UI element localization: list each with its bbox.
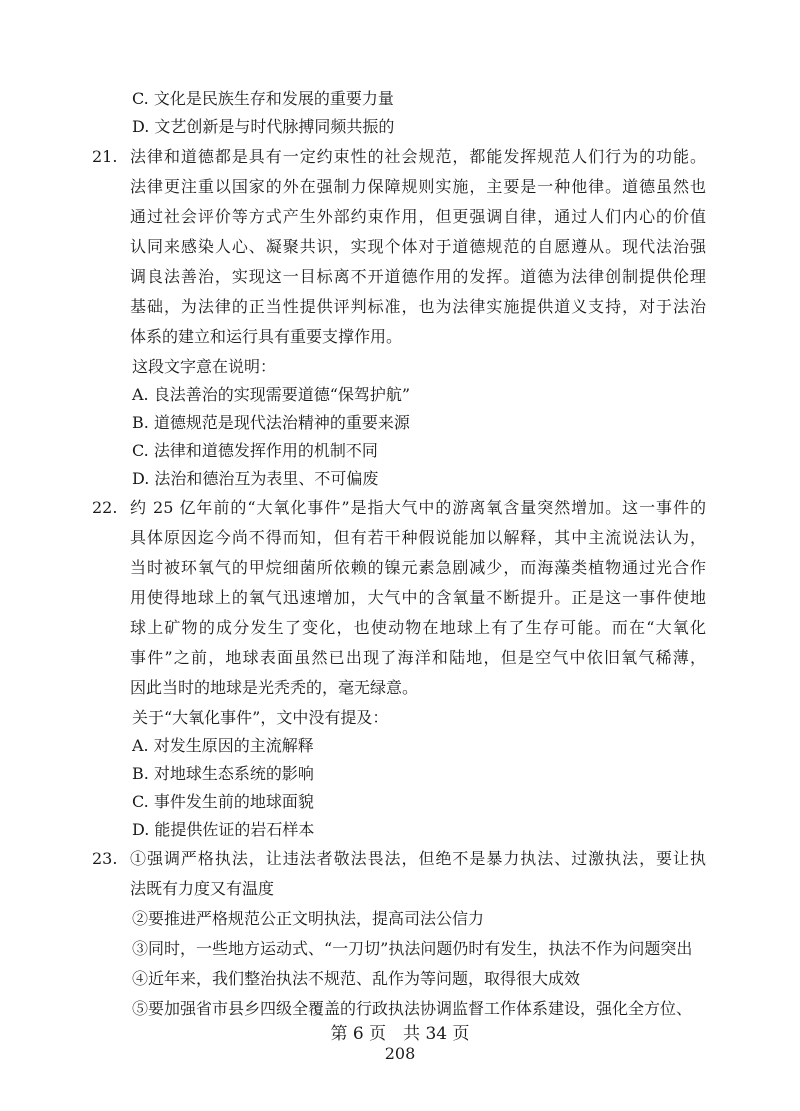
q22-line-2: 具体原因迄今尚不得而知，但有若干种假说能加以解释，其中主流说法认为， — [130, 528, 706, 547]
q21-line-7: 体系的建立和运行具有重要支撑作用。 — [130, 327, 403, 346]
q23-line-2: 法既有力度又有温度 — [130, 879, 275, 898]
q22-option-c: C. 事件发生前的地球面貌 — [132, 792, 314, 811]
q22-option-d: D. 能提供佐证的岩石样本 — [132, 820, 315, 839]
q21-number: 21. — [92, 147, 118, 166]
q22-line-1: 约 25 亿年前的“大氧化事件”是指大气中的游离氧含量突然增加。这一事件的 — [130, 498, 706, 517]
q21-line-6: 基础，为法律的正当性提供评判标准，也为法律实施提供道义支持，对于法治 — [130, 297, 706, 316]
q22-line-6: 事件”之前，地球表面虽然已出现了海洋和陆地，但是空气中依旧氧气稀薄， — [130, 648, 706, 667]
q21-line-3: 通过社会评价等方式产生外部约束作用，但更强调自律，通过人们内心的价值 — [130, 207, 706, 226]
q22-option-a: A. 对发生原因的主流解释 — [132, 736, 314, 755]
q21-option-d: D. 法治和德治互为表里、不可偏废 — [132, 469, 379, 488]
q23-item-5: ⑤要加强省市县乡四级全覆盖的行政执法协调监督工作体系建设，强化全方位、 — [132, 999, 693, 1018]
q23-line-1: ①强调严格执法，让违法者敬法畏法，但绝不是暴力执法、过激执法，要让执 — [130, 849, 706, 868]
q21-line-2: 法律更注重以国家的外在强制力保障规则实施，主要是一种他律。道德虽然也 — [130, 177, 706, 196]
q21-line-4: 认同来感染人心、凝聚共识，实现个体对于道德规范的自愿遵从。现代法治强 — [130, 237, 706, 256]
q22-line-5: 球上矿物的成分发生了变化，也使动物在地球上有了生存可能。而在“大氧化 — [130, 618, 706, 637]
q20-option-d: D. 文艺创新是与时代脉搏同频共振的 — [132, 117, 395, 136]
q22-line-4: 用使得地球上的氧气迅速增加，大气中的含氧量不断提升。正是这一事件使地 — [130, 588, 706, 607]
page-label: 第 6 页 共 34 页 — [330, 1024, 470, 1044]
q21-option-c: C. 法律和道德发挥作用的机制不同 — [132, 441, 378, 460]
q20-option-c: C. 文化是民族生存和发展的重要力量 — [132, 89, 394, 108]
q22-number: 22. — [92, 498, 118, 517]
q21-line-5: 调良法善治，实现这一目标离不开道德作用的发挥。道德为法律创制提供伦理 — [130, 267, 706, 286]
q22-prompt: 关于“大氧化事件”，文中没有提及： — [132, 708, 389, 727]
q21-prompt: 这段文字意在说明： — [132, 357, 277, 376]
q23-item-3: ③同时，一些地方运动式、“一刀切”执法问题仍时有发生，执法不作为问题突出 — [132, 939, 693, 958]
q22-line-7: 因此当时的地球是光秃秃的，毫无绿意。 — [130, 678, 419, 697]
page-number: 208 — [384, 1044, 416, 1063]
q23-number: 23. — [92, 849, 118, 868]
q21-option-a: A. 良法善治的实现需要道德“保驾护航” — [132, 385, 411, 404]
q21-option-b: B. 道德规范是现代法治精神的重要来源 — [132, 413, 410, 432]
q22-option-b: B. 对地球生态系统的影响 — [132, 764, 314, 783]
q23-item-4: ④近年来，我们整治执法不规范、乱作为等问题，取得很大成效 — [132, 969, 581, 988]
q23-item-2: ②要推进严格规范公正文明执法，提高司法公信力 — [132, 909, 485, 928]
q21-line-1: 法律和道德都是具有一定约束性的社会规范，都能发挥规范人们行为的功能。 — [130, 147, 706, 166]
q22-line-3: 当时被环氧气的甲烷细菌所依赖的镍元素急剧减少，而海藻类植物通过光合作 — [130, 558, 706, 577]
